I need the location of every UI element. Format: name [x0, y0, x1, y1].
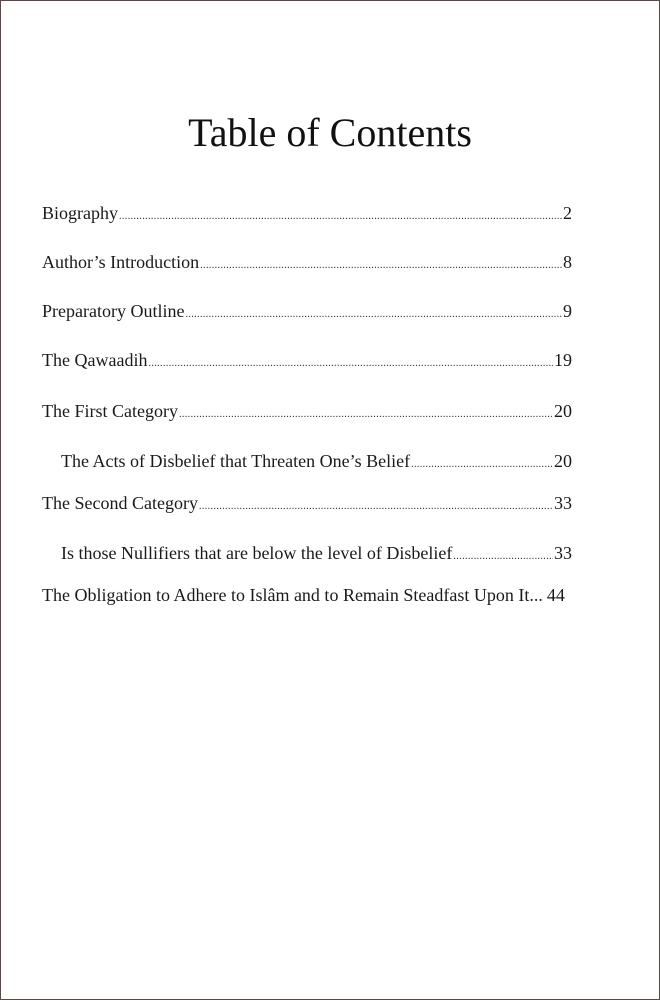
toc-entry-page-number: 44	[546, 585, 565, 605]
toc-entry-page-number: 2	[563, 203, 572, 223]
toc-entry-page-number: 9	[563, 301, 572, 321]
toc-entry-label: Preparatory Outline	[42, 301, 185, 321]
dot-leader	[453, 545, 553, 569]
toc-entry-page-number: 20	[554, 401, 572, 421]
toc-entry-nullifiers-below-disbelief	[61, 541, 572, 569]
toc-entry-authors-introduction	[42, 250, 572, 278]
toc-entry-page-number: 33	[554, 543, 572, 563]
toc-entry-second-category	[42, 491, 572, 519]
toc-entry-first-category	[42, 399, 572, 427]
dot-leader	[179, 403, 553, 427]
toc-entry-obligation-to-adhere	[42, 583, 572, 607]
toc-entry-label: Is those Nullifiers that are below the level of Disbelief	[61, 543, 453, 563]
toc-entry-label: Biography	[42, 203, 118, 223]
toc-entry-page-number: 8	[563, 252, 572, 272]
toc-entry-label: The Second Category	[42, 493, 198, 513]
toc-entry-label: Author’s Introduction	[42, 252, 200, 272]
dot-leader: ...	[529, 585, 543, 605]
toc-entry-label: The First Category	[42, 401, 178, 421]
dot-leader	[185, 303, 562, 327]
toc-entry-biography	[42, 201, 572, 229]
toc-entry-preparatory-outline	[42, 299, 572, 327]
dot-leader	[119, 205, 562, 229]
toc-entry-page-number: 33	[554, 493, 572, 513]
dot-leader	[200, 254, 562, 278]
toc-entry-page-number: 19	[554, 350, 572, 370]
toc-entry-label: The Obligation to Adhere to Islâm and to Remain Steadfast Upon It	[42, 585, 530, 605]
toc-entry-the-qawaadih	[42, 348, 572, 376]
dot-leader	[411, 453, 553, 477]
dot-leader	[199, 495, 553, 519]
toc-entry-acts-of-disbelief	[61, 449, 572, 477]
dot-leader	[148, 352, 553, 376]
toc-entry-label: The Acts of Disbelief that Threaten One’s Belief	[61, 451, 411, 471]
page-title: Table of Contents	[188, 110, 472, 155]
toc-entry-page-number: 20	[554, 451, 572, 471]
toc-entry-label: The Qawaadih	[42, 350, 148, 370]
